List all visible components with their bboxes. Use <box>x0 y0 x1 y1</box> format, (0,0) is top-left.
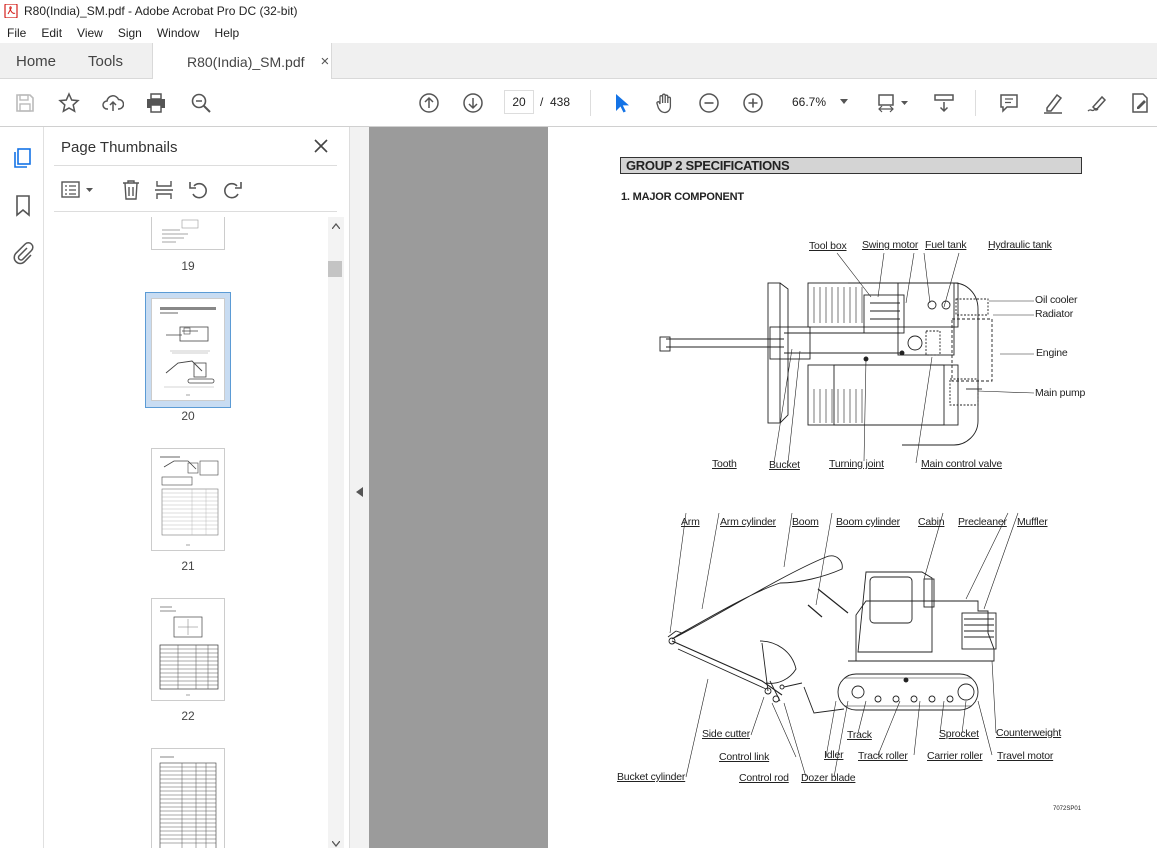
page-heading: GROUP 2 SPECIFICATIONS <box>620 157 1082 174</box>
menu-help[interactable]: Help <box>214 25 240 40</box>
thumbnail-page-23[interactable] <box>151 748 225 848</box>
label-arm-cylinder: Arm cylinder <box>720 516 776 528</box>
highlight-pen-icon[interactable] <box>1041 91 1065 115</box>
thumbnail-page-21[interactable] <box>151 448 225 551</box>
sign-pen-icon[interactable] <box>1085 91 1109 115</box>
tab-close-icon[interactable]: × <box>320 53 330 70</box>
label-precleaner: Precleaner <box>958 516 1007 528</box>
thumbnail-label: 19 <box>181 259 195 273</box>
document-viewer[interactable] <box>369 127 1157 848</box>
page-number-input[interactable]: 20 <box>504 90 534 114</box>
next-page-icon[interactable] <box>461 91 485 115</box>
label-boom: Boom <box>792 516 819 528</box>
zoom-out-icon[interactable] <box>697 91 721 115</box>
label-dozer-blade: Dozer blade <box>801 772 856 784</box>
thumbnail-label: 22 <box>181 709 195 723</box>
save-icon[interactable] <box>13 91 37 115</box>
panel-divider <box>54 211 337 212</box>
label-bucket: Bucket <box>769 459 800 471</box>
page-subheading: 1. MAJOR COMPONENT <box>621 191 744 203</box>
page-thumbnails-panel <box>44 127 349 848</box>
label-bucket-cylinder: Bucket cylinder <box>617 771 686 783</box>
title-bar <box>0 0 1157 22</box>
toolbar-divider <box>590 90 591 116</box>
previous-page-icon[interactable] <box>417 91 441 115</box>
menu-view[interactable]: View <box>77 25 103 40</box>
label-fuel-tank: Fuel tank <box>925 239 967 251</box>
bookmark-star-icon[interactable] <box>57 91 81 115</box>
menu-window[interactable]: Window <box>156 25 200 40</box>
label-carrier-roller: Carrier roller <box>927 750 983 762</box>
label-counterweight: Counterweight <box>996 727 1062 739</box>
page-thumbnails-icon[interactable] <box>12 147 34 169</box>
label-boom-cylinder: Boom cylinder <box>836 516 900 528</box>
label-track-roller: Track roller <box>858 750 908 762</box>
page-fit-icon[interactable] <box>876 91 912 115</box>
scrollbar-thumb[interactable] <box>328 261 342 277</box>
label-swing-motor: Swing motor <box>862 239 919 251</box>
label-side-cutter: Side cutter <box>702 728 750 740</box>
rotate-left-icon[interactable] <box>188 179 210 201</box>
menu-bar <box>0 22 1157 43</box>
zoom-select[interactable] <box>784 90 856 114</box>
window-title: R80(India)_SM.pdf - Adobe Acrobat Pro DC (32-bit) <box>24 4 298 18</box>
label-muffler: Muffler <box>1017 516 1048 528</box>
comment-icon[interactable] <box>997 91 1021 115</box>
label-sprocket: Sprocket <box>939 728 979 740</box>
rotate-right-icon[interactable] <box>221 179 243 201</box>
thumbnail-page-19[interactable] <box>151 217 225 250</box>
label-tool-box: Tool box <box>809 240 847 252</box>
select-pointer-icon[interactable] <box>609 91 633 115</box>
label-engine: Engine <box>1036 347 1068 359</box>
tab-tools[interactable]: Tools <box>88 52 124 70</box>
acrobat-logo-icon <box>4 4 18 18</box>
edit-pdf-icon[interactable] <box>1128 91 1152 115</box>
total-pages: 438 <box>550 95 571 109</box>
label-turning-joint: Turning joint <box>829 458 884 470</box>
hand-tool-icon[interactable] <box>653 91 677 115</box>
label-main-control-valve: Main control valve <box>921 458 1003 470</box>
label-travel-motor: Travel motor <box>997 750 1054 762</box>
label-cabin: Cabin <box>918 516 945 528</box>
menu-file[interactable]: File <box>7 25 27 40</box>
tab-document-label: R80(India)_SM.pdf <box>187 53 305 70</box>
toolbar-divider <box>975 90 976 116</box>
thumbnail-list <box>44 217 329 848</box>
delete-page-icon[interactable] <box>121 179 141 201</box>
label-main-pump: Main pump <box>1035 387 1086 399</box>
left-navigation-rail <box>0 127 44 848</box>
label-idler: Idler <box>824 749 844 761</box>
tab-document[interactable] <box>152 43 332 80</box>
find-zoom-icon[interactable] <box>189 91 213 115</box>
thumbnail-label: 20 <box>181 409 195 423</box>
top-view-drawing <box>660 253 1034 463</box>
label-control-rod: Control rod <box>739 772 789 784</box>
collapse-panel-icon[interactable] <box>356 487 363 497</box>
panel-title: Page Thumbnails <box>61 139 178 156</box>
bookmarks-icon[interactable] <box>13 194 33 218</box>
label-oil-cooler: Oil cooler <box>1035 294 1078 306</box>
page-separator: / <box>540 95 544 109</box>
label-track: Track <box>847 729 872 741</box>
panel-divider <box>54 165 337 166</box>
figure-code: 7072SP01 <box>1053 806 1082 812</box>
scroll-mode-icon[interactable] <box>932 91 956 115</box>
insert-page-icon[interactable] <box>154 179 174 201</box>
chevron-down-icon <box>840 99 848 105</box>
scroll-down-icon[interactable] <box>332 841 340 847</box>
label-arm: Arm <box>681 516 700 528</box>
label-tooth: Tooth <box>712 458 737 470</box>
zoom-value: 66.7% <box>792 95 827 109</box>
thumbnail-page-20[interactable] <box>151 298 225 401</box>
main-toolbar <box>0 79 1157 127</box>
attachments-paperclip-icon[interactable] <box>12 241 34 265</box>
label-hydraulic-tank: Hydraulic tank <box>988 239 1052 251</box>
tab-home[interactable]: Home <box>16 52 57 70</box>
close-panel-icon[interactable] <box>314 139 328 153</box>
label-radiator: Radiator <box>1035 308 1074 320</box>
thumbnail-scrollbar[interactable] <box>328 217 344 848</box>
panel-splitter[interactable] <box>349 127 369 848</box>
print-icon[interactable] <box>144 91 168 115</box>
menu-sign[interactable]: Sign <box>117 25 142 40</box>
menu-edit[interactable]: Edit <box>41 25 63 40</box>
label-control-link: Control link <box>719 751 770 763</box>
thumbnail-label: 21 <box>181 559 195 573</box>
scroll-up-icon[interactable] <box>332 223 340 229</box>
thumbnail-options-icon[interactable] <box>61 180 95 200</box>
thumbnail-page-22[interactable] <box>151 598 225 701</box>
tab-bar <box>0 43 1157 79</box>
zoom-in-icon[interactable] <box>741 91 765 115</box>
upload-cloud-icon[interactable] <box>101 91 125 115</box>
pdf-page <box>548 127 1157 848</box>
